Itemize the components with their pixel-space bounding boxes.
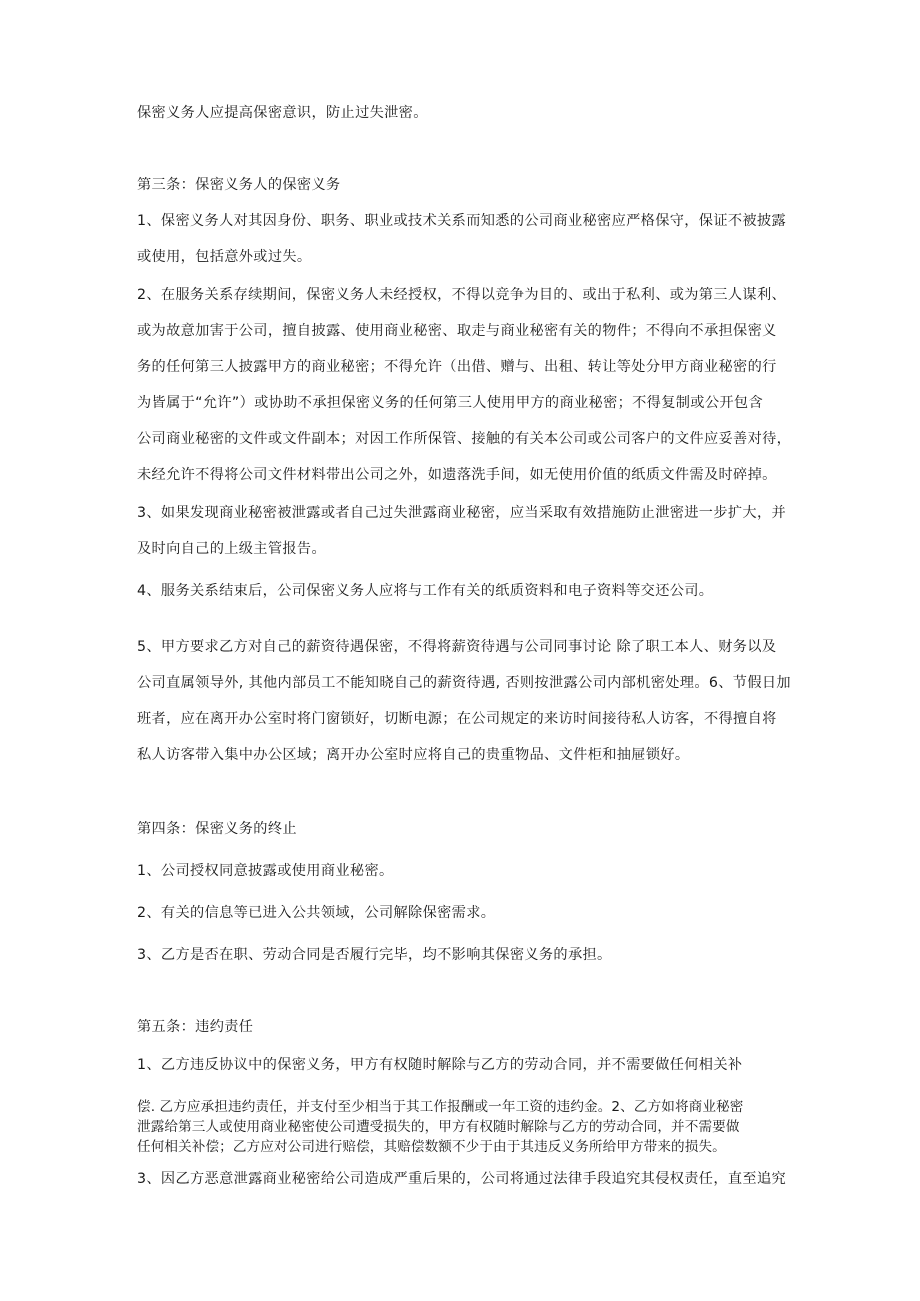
article-3-line: 私人访客带入集中办公区域；离开办公室时应将自己的贵重物品、文件柜和抽屉锁好。 bbox=[137, 747, 690, 763]
article-3-line: 或为故意加害于公司，擅自披露、使用商业秘密、取走与商业秘密有关的物件；不得向不承担保密义 bbox=[137, 323, 777, 339]
article-3-heading: 第三条：保密义务人的保密义务 bbox=[137, 177, 341, 193]
article-3-line: 2、在服务关系存续期间，保密义务人未经授权，不得以竞争为目的、或出于私利、或为第三人谋利、 bbox=[137, 287, 787, 303]
article-3-line: 5、甲方要求乙方对自己的薪资待遇保密，不得将薪资待遇与公司同事讨论 除了职工本人、财务以及 bbox=[137, 639, 777, 655]
article-4-line: 1、公司授权同意披露或使用商业秘密。 bbox=[137, 863, 394, 879]
article-3-line: 公司直属领导外, 其他内部员工不能知晓自己的薪资待遇, 否则按泄露公司内部机密处理。6、节假日加 bbox=[137, 675, 791, 691]
article-3-line: 班者，应在离开办公室时将门窗锁好，切断电源；在公司规定的来访时间接待私人访客，不得擅自将 bbox=[137, 711, 777, 727]
article-5-line: 泄露给第三人或使用商业秘密使公司遭受损失的，甲方有权随时解除与乙方的劳动合同，并不需要做 bbox=[137, 1119, 740, 1135]
article-3-line: 或使用，包括意外或过失。 bbox=[137, 249, 312, 265]
article-3-line: 未经允许不得将公司文件材料带出公司之外，如遗落洗手间，如无使用价值的纸质文件需及时碎掉。 bbox=[137, 467, 777, 483]
article-5-line: 3、因乙方恶意泄露商业秘密给公司造成严重后果的，公司将通过法律手段追究其侵权责任，直至追究 bbox=[137, 1171, 787, 1187]
article-3-line: 4、服务关系结束后，公司保密义务人应将与工作有关的纸质资料和电子资料等交还公司。 bbox=[137, 583, 714, 599]
article-3-line: 为皆属于“允许”）或协助不承担保密义务的任何第三人使用甲方的商业秘密；不得复制或公开包含 bbox=[137, 395, 763, 411]
article-5-line: 任何相关补偿；乙方应对公司进行赔偿，其赔偿数额不少于由于其违反义务所给甲方带来的损失。 bbox=[137, 1139, 726, 1155]
article-3-line: 1、保密义务人对其因身份、职务、职业或技术关系而知悉的公司商业秘密应严格保守，保证不被披露 bbox=[137, 213, 787, 229]
article-3-line: 务的任何第三人披露甲方的商业秘密；不得允许（出借、赠与、出租、转让等处分甲方商业秘密的行 bbox=[137, 359, 777, 375]
intro-paragraph: 保密义务人应提高保密意识，防止过失泄密。 bbox=[137, 105, 428, 121]
article-4-line: 2、有关的信息等已进入公共领域，公司解除保密需求。 bbox=[137, 905, 496, 921]
article-4-heading: 第四条：保密义务的终止 bbox=[137, 821, 297, 837]
article-4-line: 3、乙方是否在职、劳动合同是否履行完毕，均不影响其保密义务的承担。 bbox=[137, 947, 612, 963]
article-3-line: 及时向自己的上级主管报告。 bbox=[137, 541, 326, 557]
article-3-line: 3、如果发现商业秘密被泄露或者自己过失泄露商业秘密，应当采取有效措施防止泄密进一步扩大，并 bbox=[137, 505, 787, 521]
article-3-line: 公司商业秘密的文件或文件副本；对因工作所保管、接触的有关本公司或公司客户的文件应妥善对待， bbox=[137, 431, 792, 447]
article-5-line: 偿. 乙方应承担违约责任，并支付至少相当于其工作报酬或一年工资的违约金。2、乙方如将商业秘密 bbox=[137, 1099, 744, 1115]
article-5-heading: 第五条：违约责任 bbox=[137, 1019, 254, 1035]
article-5-line: 1、乙方违反协议中的保密义务，甲方有权随时解除与乙方的劳动合同，并不需要做任何相关补 bbox=[137, 1057, 743, 1073]
